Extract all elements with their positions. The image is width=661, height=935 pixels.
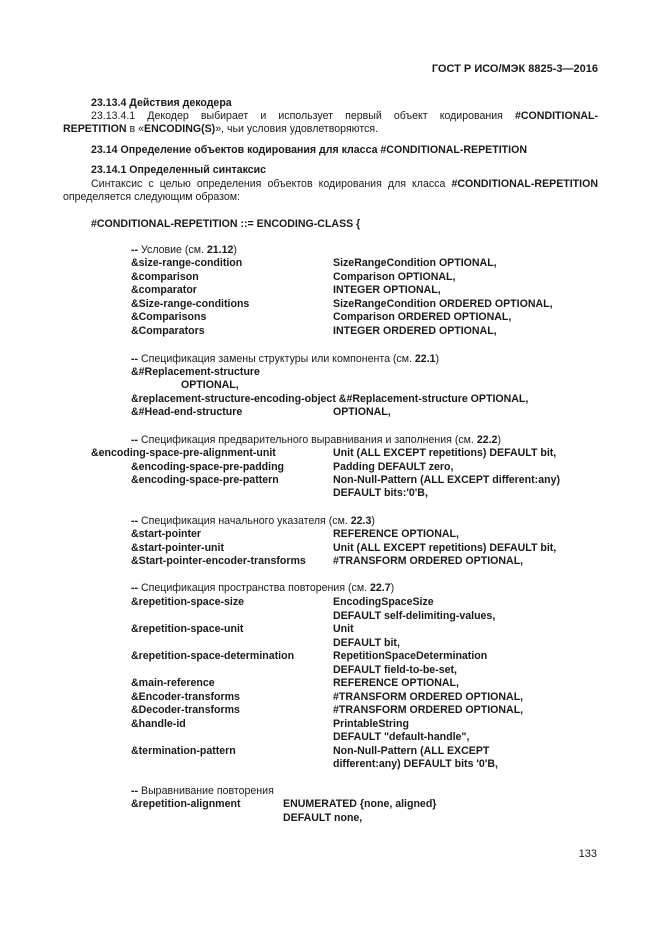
field-name: &Decoder-transforms (131, 704, 240, 716)
comment-repetition-space (131, 582, 394, 595)
comment-start-pointer (131, 515, 375, 528)
field-pre-pattern-default: DEFAULT bits:'0'B, (333, 487, 428, 499)
field-type: Comparison OPTIONAL, (333, 270, 456, 283)
field-type: REFERENCE OPTIONAL, (333, 677, 459, 689)
field-name: &repetition-space-determination (131, 650, 295, 662)
field-type: REFERENCE OPTIONAL, (333, 528, 459, 540)
comment-text: Выравнивание повторения (141, 785, 274, 797)
field-name: &Size-range-conditions (131, 297, 250, 310)
field-pre-alignment-unit-type: Unit (ALL EXCEPT repetitions) DEFAULT bit, (333, 447, 557, 459)
field-name: &Comparisons (131, 311, 207, 323)
comment-dashes: -- (131, 244, 141, 256)
field-type: DEFAULT "default-handle", (333, 731, 470, 743)
field-name: &Start-pointer-encoder-transforms (131, 555, 306, 567)
field-replacement-encoding-object: &replacement-structure-encoding-object &#Replacement-structure OPTIONAL, (131, 393, 529, 405)
comment-ref: 21.12 (206, 244, 234, 256)
field-type: PrintableString (333, 717, 409, 730)
comment-text: Спецификация предварительного выравнивания и заполнения (см. (141, 434, 477, 446)
field-type: #TRANSFORM ORDERED OPTIONAL, (333, 704, 524, 716)
field-type: DEFAULT self-delimiting-values, (333, 609, 496, 622)
field-type: #TRANSFORM ORDERED OPTIONAL, (333, 555, 524, 567)
field-name: &comparison (131, 270, 199, 283)
comment-text: Спецификация пространства повторения (см. (141, 582, 370, 594)
comment-ref: 22.7 (370, 582, 391, 594)
comment-dashes: -- (131, 582, 141, 594)
field-repetition-alignment: &repetition-alignment (131, 798, 241, 810)
field-repetition-alignment-type: ENUMERATED {none, aligned} (283, 798, 437, 810)
field-pre-padding-type: Padding DEFAULT zero, (333, 461, 454, 473)
comment-replacement (131, 353, 439, 366)
field-type: SizeRangeCondition ORDERED OPTIONAL, (333, 297, 553, 310)
comment-text: Спецификация начального указателя (см. (141, 515, 351, 527)
field-type: different:any) DEFAULT bits '0'B, (333, 758, 498, 770)
field-replacement-structure-type: OPTIONAL, (181, 379, 239, 391)
field-type: Unit (ALL EXCEPT repetitions) DEFAULT bit, (333, 541, 557, 554)
field-type: DEFAULT field-to-be-set, (333, 663, 457, 676)
comment-dashes: -- (131, 353, 141, 365)
field-type: Comparison ORDERED OPTIONAL, (333, 311, 512, 323)
section-title-23-14: 23.14 Определение объектов кодирования для класса #CONDITIONAL-REPETITION (91, 144, 527, 156)
section-title-23-14-1: 23.14.1 Определенный синтаксис (91, 164, 267, 176)
comment-text: Условие (см. (141, 244, 207, 256)
class-definition-line: #CONDITIONAL-REPETITION ::= ENCODING-CLASS { (91, 218, 361, 230)
field-name: &start-pointer-unit (131, 541, 224, 554)
paragraph-23-13-4-1-line1 (91, 110, 598, 123)
text: Синтаксис с целью определения объектов кодирования для класса (91, 178, 446, 190)
field-name: &repetition-space-unit (131, 623, 244, 635)
field-pre-pattern: &encoding-space-pre-pattern (131, 474, 279, 486)
field-head-end-structure: &#Head-end-structure (131, 406, 243, 418)
comment-repetition-alignment (131, 785, 274, 798)
field-type: #TRANSFORM ORDERED OPTIONAL, (333, 690, 524, 703)
field-type: INTEGER OPTIONAL, (333, 284, 441, 296)
comment-paren: ) (233, 244, 237, 256)
comment-condition (131, 244, 237, 257)
text-bold: ENCODING(S) (144, 123, 216, 135)
comment-ref: 22.3 (350, 515, 372, 527)
field-replacement-structure: &#Replacement-structure (131, 366, 260, 378)
field-pre-alignment-unit: &encoding-space-pre-alignment-unit (91, 447, 276, 459)
document-header: ГОСТ Р ИСО/МЭК 8825-3—2016 (431, 63, 598, 75)
comment-dashes: -- (131, 785, 141, 797)
field-pre-padding: &encoding-space-pre-padding (131, 461, 285, 473)
comment-paren: ) (497, 434, 501, 446)
field-repetition-alignment-default: DEFAULT none, (283, 812, 363, 824)
paragraph-23-13-4-1-line2 (63, 123, 378, 136)
comment-paren: ) (435, 353, 440, 365)
comment-pre-alignment (131, 434, 501, 447)
comment-dashes: -- (131, 515, 141, 527)
comment-ref: 22.2 (476, 434, 498, 446)
text: в « (129, 123, 144, 135)
section-title-23-13-4: 23.13.4 Действия декодера (91, 97, 232, 109)
comment-ref: 22.1 (414, 353, 436, 365)
comment-dashes: -- (131, 434, 141, 446)
field-name: &Encoder-transforms (131, 690, 240, 703)
comment-paren: ) (371, 515, 375, 527)
field-name: &termination-pattern (131, 744, 236, 757)
text: », чьи условия удовлетворяются. (215, 123, 379, 135)
page-number: 133 (578, 848, 597, 860)
field-type: EncodingSpaceSize (333, 596, 434, 608)
field-name: &comparator (131, 284, 197, 296)
field-type: RepetitionSpaceDetermination (333, 650, 488, 662)
field-type: DEFAULT bit, (333, 636, 400, 649)
comment-text: Спецификация замены структуры или компонента (см. (141, 353, 415, 365)
paragraph-23-14-1-line1 (91, 178, 598, 191)
field-name: &repetition-space-size (131, 596, 245, 608)
field-type: SizeRangeCondition OPTIONAL, (333, 257, 497, 269)
field-head-end-structure-type: OPTIONAL, (333, 406, 391, 418)
field-type: INTEGER ORDERED OPTIONAL, (333, 324, 497, 337)
field-name: &size-range-condition (131, 257, 243, 269)
field-name: &start-pointer (131, 528, 202, 540)
field-type: Unit (333, 623, 354, 635)
field-name: &handle-id (131, 717, 186, 730)
text-bold: REPETITION (63, 123, 127, 135)
field-pre-pattern-type: Non-Null-Pattern (ALL EXCEPT different:any) (333, 474, 560, 486)
field-type: Non-Null-Pattern (ALL EXCEPT (333, 744, 490, 757)
text-bold: #CONDITIONAL-REPETITION (451, 178, 598, 190)
paragraph-23-14-1-line2: определяется следующим образом: (63, 191, 240, 203)
text: 23.13.4.1 Декодер выбирает и использует первый объект кодирования (91, 110, 503, 122)
comment-paren: ) (390, 582, 395, 594)
text-bold: #CONDITIONAL- (515, 110, 598, 122)
field-name: &Comparators (131, 324, 205, 337)
field-name: &main-reference (131, 677, 215, 689)
